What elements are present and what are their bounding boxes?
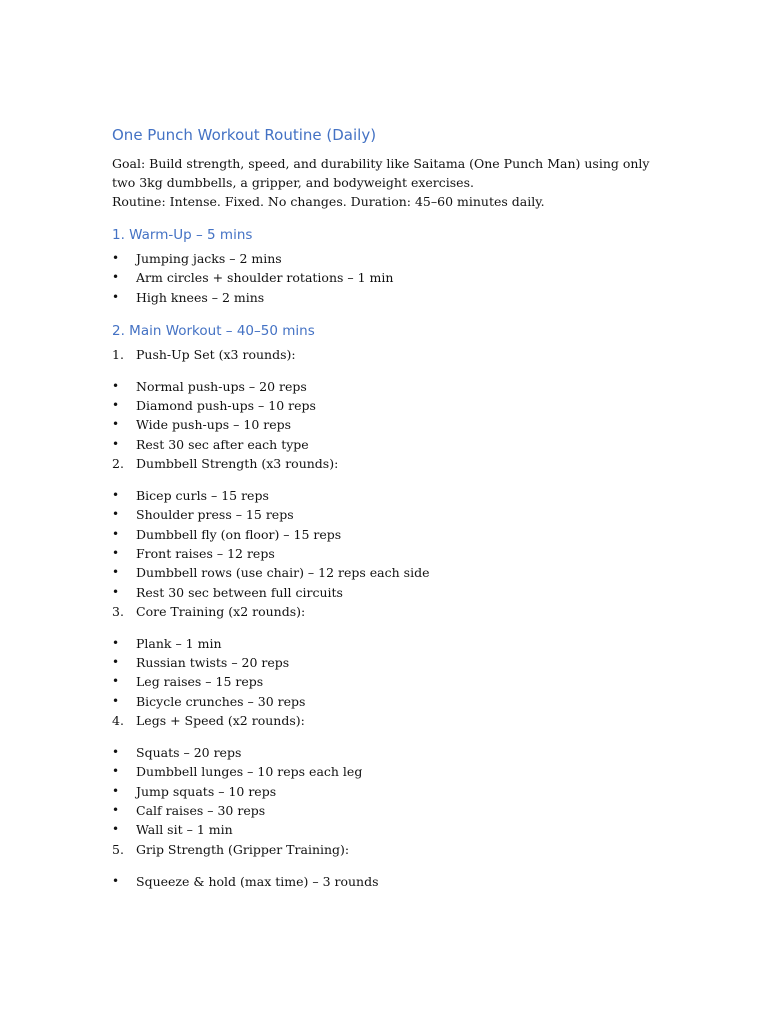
warmup-list: [112, 249, 672, 307]
set-label-legs-speed: 4. Legs + Speed (x2 rounds):: [112, 713, 305, 729]
list-item: • Dumbbell fly (on floor) – 15 reps: [112, 525, 672, 544]
core-list: [112, 634, 672, 711]
push-up-list: [112, 377, 672, 454]
set-label-core: 3. Core Training (x2 rounds):: [112, 603, 306, 619]
bullet-icon: •: [112, 436, 120, 451]
bullet-icon: •: [112, 488, 120, 503]
bullet-icon: •: [112, 822, 120, 837]
bullet-icon: •: [112, 655, 120, 670]
list-item: • Dumbbell lunges – 10 reps each leg: [112, 762, 672, 781]
list-item: • Dumbbell rows (use chair) – 12 reps each side: [112, 563, 672, 582]
routine-text: Routine: Intense. Fixed. No changes. Duration: 45–60 minutes daily.: [112, 194, 545, 209]
bullet-icon: •: [112, 417, 120, 432]
list-item: • Plank – 1 min: [112, 634, 672, 653]
bullet-icon: •: [112, 745, 120, 760]
grip-strength-list: [112, 872, 672, 891]
bullet-icon: •: [112, 693, 120, 708]
bullet-icon: •: [112, 289, 120, 304]
list-item: • Front raises – 12 reps: [112, 544, 672, 563]
main-workout-heading: 2. Main Workout – 40–50 mins: [112, 322, 315, 339]
list-item: • Normal push-ups – 20 reps: [112, 377, 672, 396]
list-item: • Wide push-ups – 10 reps: [112, 415, 672, 434]
list-item: • Shoulder press – 15 reps: [112, 505, 672, 524]
list-item: • High knees – 2 mins: [112, 288, 672, 307]
set-label-grip-strength: 5. Grip Strength (Gripper Training):: [112, 841, 350, 857]
list-item: • Rest 30 sec after each type: [112, 435, 672, 454]
bullet-icon: •: [112, 764, 120, 779]
goal-text: Goal: Build strength, speed, and durability like Saitama (One Punch Man) using only two 3kg dumbbells, a gripper, and bodyweight exercises.: [112, 156, 650, 190]
bullet-icon: •: [112, 565, 120, 580]
bullet-icon: •: [112, 545, 120, 560]
document-page: [112, 122, 672, 891]
bullet-icon: •: [112, 378, 120, 393]
bullet-icon: •: [112, 584, 120, 599]
bullet-icon: •: [112, 783, 120, 798]
legs-speed-list: [112, 743, 672, 839]
document-title: One Punch Workout Routine (Daily): [112, 126, 377, 144]
bullet-icon: •: [112, 873, 120, 888]
bullet-icon: •: [112, 526, 120, 541]
list-item: • Diamond push-ups – 10 reps: [112, 396, 672, 415]
list-item: • Rest 30 sec between full circuits: [112, 583, 672, 602]
list-item: • Russian twists – 20 reps: [112, 653, 672, 672]
set-label-dumbbell: 2. Dumbbell Strength (x3 rounds):: [112, 456, 339, 472]
list-item: • Bicep curls – 15 reps: [112, 486, 672, 505]
list-item: • Jumping jacks – 2 mins: [112, 249, 672, 268]
bullet-icon: •: [112, 270, 120, 285]
bullet-icon: •: [112, 635, 120, 650]
bullet-icon: •: [112, 802, 120, 817]
list-item: • Squeeze & hold (max time) – 3 rounds: [112, 872, 672, 891]
warmup-heading: 1. Warm-Up – 5 mins: [112, 227, 253, 243]
set-label-push-up: 1. Push-Up Set (x3 rounds):: [112, 346, 296, 362]
dumbbell-list: [112, 486, 672, 602]
bullet-icon: •: [112, 251, 120, 265]
list-item: • Wall sit – 1 min: [112, 820, 672, 839]
list-item: • Jump squats – 10 reps: [112, 782, 672, 801]
bullet-icon: •: [112, 507, 120, 522]
list-item: • Leg raises – 15 reps: [112, 672, 672, 691]
bullet-icon: •: [112, 398, 120, 413]
list-item: • Squats – 20 reps: [112, 743, 672, 762]
list-item: • Arm circles + shoulder rotations – 1 min: [112, 268, 672, 287]
list-item: • Calf raises – 30 reps: [112, 801, 672, 820]
bullet-icon: •: [112, 674, 120, 689]
list-item: • Bicycle crunches – 30 reps: [112, 692, 672, 711]
